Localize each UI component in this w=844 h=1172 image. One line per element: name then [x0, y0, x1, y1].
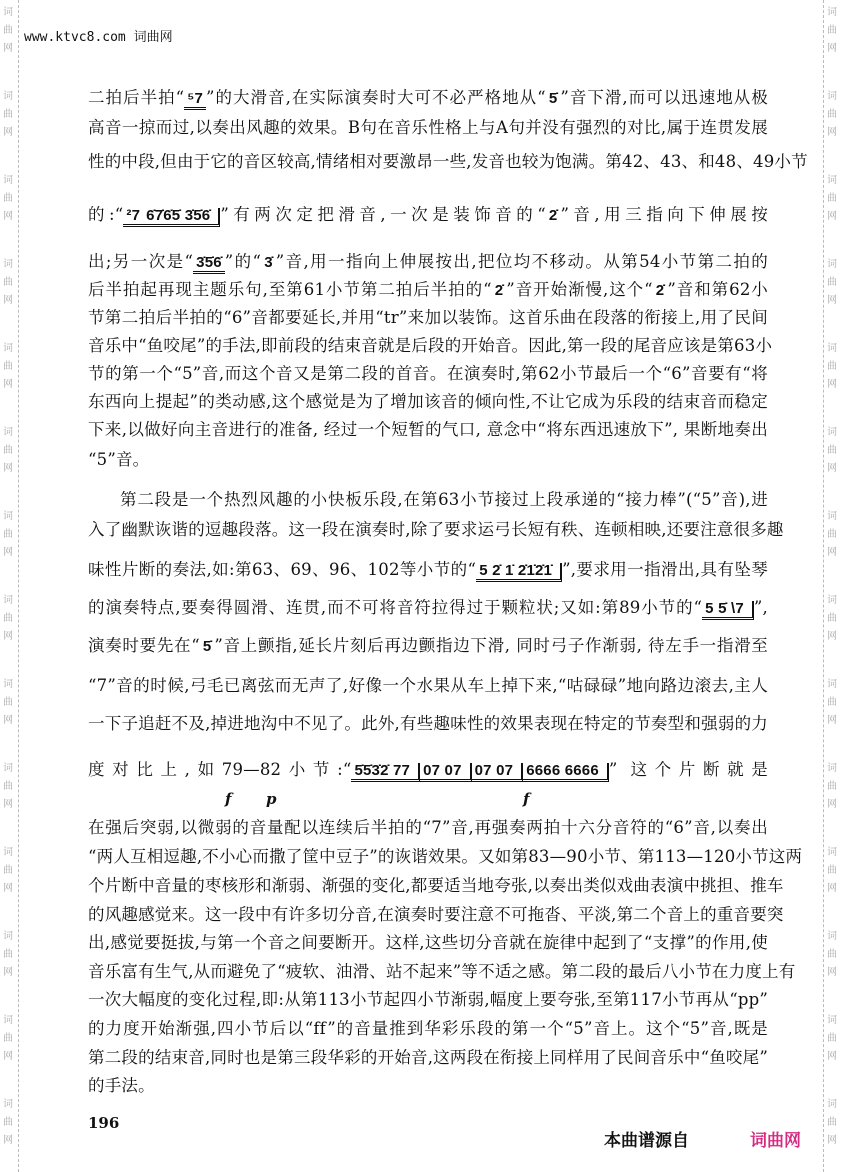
text-segment: 后半拍起再现主题乐句,至第61小节第二拍后半拍的“ [88, 280, 492, 299]
text-segment: ”音下滑,而可以迅速地从极 [560, 88, 769, 107]
text-segment: 下来,以做好向主音进行的准备, 经过一个短暂的气口, 意念中“将东西迅速放下”, 果断地奏出 [88, 420, 768, 439]
text-line [88, 118, 768, 138]
text-segment: 第二段是一个热烈风趣的小快板乐段,在第63小节接过上段承递的“接力棒”(“5”音),进 [120, 490, 768, 509]
text-segment: ”有两次定把滑音,一次是装饰音的“ [220, 205, 546, 224]
text-segment: 度对比上,如79—82小节:“ [88, 760, 352, 779]
site-header [24, 26, 173, 45]
text-line [88, 598, 768, 620]
jianpu-notation: 5̇ [202, 638, 212, 655]
text-line [88, 876, 784, 896]
text-segment: 节的第一个“5”音,而这个音又是第二段的首音。在演奏时,第62小节最后一个“6”音要有“将 [88, 364, 768, 383]
text-line [88, 308, 768, 328]
watermark-text: 词曲网 [3, 679, 13, 726]
jianpu-notation: 2̇ [655, 282, 665, 299]
text-segment: 个片断中音量的枣核形和渐弱、渐强的变化,都要适当地夸张,以奏出类似戏曲表演中挑担、推车 [88, 876, 784, 895]
text-line [88, 152, 808, 172]
text-segment: 入了幽默诙谐的逗趣段落。这一段在演奏时,除了要求运弓长短有秩、连顿相映,还要注意很多趣 [88, 520, 784, 539]
text-segment: “两人互相逗趣,不小心而撒了筐中豆子”的诙谐效果。又如第83—90小节、第113—120小节这两 [88, 847, 803, 866]
text-line [88, 280, 768, 300]
text-segment: ”, [753, 598, 768, 617]
text-segment: ” 这个片断就是 [608, 760, 769, 779]
watermark-text: 词曲网 [3, 763, 13, 810]
text-line [88, 364, 768, 384]
text-line [88, 714, 768, 734]
jianpu-notation: 5 5̇ \7 [702, 601, 754, 620]
text-segment: 性的中段,但由于它的音区较高,情绪相对要激昂一些,发音也较为饱满。第42、43、和48、49小节 [88, 152, 808, 171]
jianpu-notation: 07 07 [420, 763, 472, 782]
jianpu-notation: 07 07 [472, 763, 524, 782]
left-watermark-strip [0, 0, 19, 1172]
text-segment: 音乐中“鱼咬尾”的手法,即前段的结束音就是后段的开始音。因此,第一段的尾音应该是第63小 [88, 336, 773, 355]
site-name: 词曲网 [133, 30, 173, 45]
text-segment: 的:“ [88, 205, 124, 224]
watermark-text: 词曲网 [827, 91, 837, 138]
watermark-text: 词曲网 [827, 763, 837, 810]
jianpu-notation: 5̇ [548, 90, 558, 107]
dynamic-forte: f [225, 790, 232, 808]
text-line [88, 847, 803, 867]
watermark-text: 词曲网 [827, 7, 837, 54]
watermark-text: 词曲网 [3, 931, 13, 978]
watermark-text: 词曲网 [827, 511, 837, 558]
text-line [88, 905, 784, 925]
text-line [88, 990, 768, 1010]
watermark-text: 词曲网 [827, 175, 837, 222]
text-line [88, 392, 768, 412]
text-segment: 一次大幅度的变化过程,即:从第113小节起四小节渐弱,幅度上要夸张,至第117小节再从“pp” [88, 990, 768, 1009]
text-segment: 音乐富有生气,从而避免了“疲软、油滑、站不起来”等不适之感。第二段的最后八小节在力度上有 [88, 962, 796, 981]
text-segment: 味性片断的奏法,如:第63、69、96、102等小节的“ [88, 560, 477, 579]
site-url: www.ktvc8.com [24, 30, 126, 45]
text-line [88, 818, 768, 838]
source-label: 本曲谱源自 [604, 1131, 689, 1151]
watermark-text: 词曲网 [3, 595, 13, 642]
watermark-text: 词曲网 [827, 931, 837, 978]
text-segment: 第二段的结束音,同时也是第三段华彩的开始音,这两段在衔接上同样用了民间音乐中“鱼咬尾” [88, 1048, 768, 1067]
page-number: 196 [88, 1114, 120, 1132]
watermark-text: 词曲网 [3, 343, 13, 390]
text-segment: ”的大滑音,在实际演奏时大可不必严格地从“ [206, 88, 546, 107]
text-line [88, 450, 768, 470]
text-segment: ”的“ [224, 252, 262, 271]
right-watermark-strip [823, 0, 844, 1172]
text-line [88, 933, 768, 953]
text-segment: 演奏时要先在“ [88, 636, 200, 655]
dynamic-forte: f [523, 790, 530, 808]
watermark-text: 词曲网 [827, 847, 837, 894]
text-line [88, 1076, 768, 1096]
watermark-text: 词曲网 [3, 427, 13, 474]
watermark-text: 词曲网 [3, 91, 13, 138]
jianpu-notation: 2̇ [494, 282, 504, 299]
text-line [88, 676, 768, 696]
text-segment: ”音,用三指向下伸展按 [560, 205, 768, 224]
jianpu-notation: 2̇ [548, 207, 558, 224]
text-line [88, 560, 768, 582]
watermark-text: 词曲网 [827, 1015, 837, 1062]
text-segment: 在强后突弱,以微弱的音量配以连续后半拍的“7”音,再强奏两拍十六分音符的“6”音,以奏出 [88, 818, 768, 837]
watermark-text: 词曲网 [827, 679, 837, 726]
watermark-text: 词曲网 [827, 427, 837, 474]
text-segment: ”,要求用一指滑出,具有坠琴 [562, 560, 768, 579]
source-brand[interactable]: 词曲网 [750, 1131, 801, 1151]
jianpu-notation: 5̇5̇3̇2̇ 77 [351, 763, 420, 782]
jianpu-notation: ⁵7 [184, 91, 206, 110]
watermark-text: 词曲网 [827, 343, 837, 390]
watermark-text: 词曲网 [3, 1015, 13, 1062]
watermark-text: 词曲网 [827, 259, 837, 306]
watermark-text: 词曲网 [3, 847, 13, 894]
text-line [88, 636, 768, 656]
jianpu-notation: 3̇ [264, 254, 273, 271]
watermark-text: 词曲网 [827, 595, 837, 642]
text-line [88, 336, 773, 356]
text-segment: 的手法。 [88, 1076, 155, 1095]
watermark-text: 词曲网 [3, 1099, 13, 1146]
text-segment: ”音上颤指,延长片刻后再边颤指边下滑, 同时弓子作渐弱, 待左手一指滑至 [214, 636, 768, 655]
text-segment: 一下子追赶不及,掉进地沟中不见了。此外,有些趣味性的效果表现在特定的节奏型和强弱的力 [88, 714, 768, 733]
watermark-text: 词曲网 [3, 511, 13, 558]
text-segment: 高音一掠而过,以奏出风趣的效果。B句在音乐性格上与A句并没有强烈的对比,属于连贯发展 [88, 118, 768, 137]
text-segment: 的力度开始渐强,四小节后以“ff”的音量推到华彩乐段的第一个“5̇”音上。这个“5̇”音,既是 [88, 1019, 768, 1038]
text-segment: ”音开始渐慢,这个“ [506, 280, 653, 299]
text-line [120, 490, 768, 510]
jianpu-notation: ²7 [123, 208, 143, 227]
jianpu-notation: 3̇5̇6̇ [193, 255, 225, 274]
text-segment: 二拍后半拍“ [88, 88, 185, 107]
text-segment: 出;另一次是“ [88, 252, 194, 271]
text-line [88, 252, 768, 274]
text-segment: 节第二拍后半拍的“6”音都要延长,并用“tr”来加以装饰。这首乐曲在段落的衔接上,用了民间 [88, 308, 768, 327]
text-line [88, 88, 768, 110]
watermark-text: 词曲网 [3, 175, 13, 222]
text-line [88, 520, 784, 540]
watermark-text: 词曲网 [827, 1099, 837, 1146]
text-segment: ”音,用一指向上伸展按出,把位均不移动。从第54小节第二拍的 [275, 252, 768, 271]
text-segment: ”音和第62小 [667, 280, 768, 299]
text-segment: 的风趣感觉来。这一段中有许多切分音,在演奏时要注意不可拖沓、平淡,第二个音上的重音要突 [88, 905, 784, 924]
text-line [88, 760, 768, 782]
text-segment: 的演奏特点,要奏得圆滑、连贯,而不可将音符拉得过于颗粒状;又如:第89小节的“ [88, 598, 703, 617]
text-line [88, 1019, 768, 1039]
dynamic-piano: p [266, 790, 277, 808]
jianpu-notation: 6666 6666 [523, 763, 609, 782]
text-line [88, 420, 768, 440]
text-line [88, 205, 768, 227]
watermark-text: 词曲网 [3, 7, 13, 54]
text-line [88, 1048, 768, 1068]
text-segment: “5”音。 [88, 450, 150, 469]
watermark-text: 词曲网 [3, 259, 13, 306]
text-segment: 出,感觉要挺拔,与第一个音之间要断开。这样,这些切分音就在旋律中起到了“支撑”的作用,使 [88, 933, 768, 952]
text-segment: “7”音的时候,弓毛已离弦而无声了,好像一个水果从车上掉下来,“咕碌碌”地向路边滚去,主人 [88, 676, 768, 695]
text-line [88, 962, 796, 982]
text-segment: 东西向上提起”的类动感,这个感觉是为了增加该音的倾向性,不让它成为乐段的结束音而稳定 [88, 392, 768, 411]
jianpu-notation: 6̇7̇6̇5̇ 3̇5̇6̇ [143, 208, 220, 227]
jianpu-notation: 5 2̇ 1̇ 2̇1̇2̇1̇ [476, 563, 562, 582]
